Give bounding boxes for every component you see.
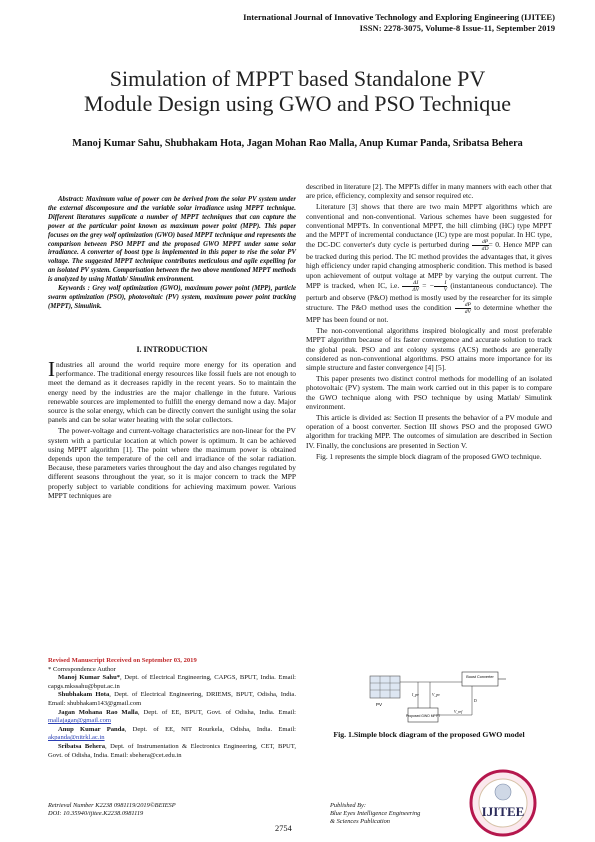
author4-name: Anup Kumar Panda [58, 725, 125, 733]
right-column-body [306, 182, 552, 463]
right-paragraph-2: The non-conventional algorithms inspired biologically and most preferable MPPT algorithm because of its faster convergence and accurate solution to track the global peak. PSO and ant colony systems (ACS) methods are generally considered as non-conventional algorithms. PSO attains more importance for its simple structure and faster convergence [4] [5]. [306, 326, 552, 373]
publisher-line2: & Sciences Publication [330, 818, 390, 826]
pv-panel-icon [370, 676, 400, 698]
d-label: D [474, 699, 477, 703]
author-list: Manoj Kumar Sahu, Shubhakam Hota, Jagan Mohan Rao Malla, Anup Kumar Panda, Sribatsa Behera [72, 138, 523, 149]
title-line-1: Simulation of MPPT based Standalone PV [109, 66, 486, 91]
abstract [48, 196, 296, 312]
author4-email-link[interactable]: akpanda@nitrkl.ac.in [48, 734, 105, 742]
eq-i-v: $\frac{I}{V}$ [434, 280, 447, 293]
journal-header [243, 12, 555, 34]
block-diagram-figure [368, 670, 508, 728]
page-number: 2754 [275, 824, 292, 833]
author1-name: Manoj Kumar Sahu* [58, 674, 121, 682]
right-paragraph-1: Literature [3] shows that there are two main MPPT algorithms which are conventional and non-conventional. Various schemes have been suggested for conventional MPPTs. In conventional MPPT, the hill climbing (HC) type MPPT and the MPPT of incremental conductance (IC) type are most popular. In HC type, the DC-DC converter's duty cycle is perturbed during $\frac{dP}{dD}$ = 0. Hence MPP can be tracked during this period. The IC method provides the advantages that, it gives high efficiency under rapid changing atmospheric condition. This method is based upon achievement of output voltage at MPP by varying the output current. The MPP is tracked, when IC, i.e. $\frac{\Delta I}{\Delta V}$ = − $\frac{I}{V}$ (instantaneous conductance). The perturb and observe (P&O) method is mostly used by the researcher for its simple structure. The P&O method uses the condition $\frac{dP}{dV}$ to determine whether the MPP has been found or not. [306, 202, 552, 325]
retrieval-number: Retrieval Number K2238 0981119/2019©BEIESP [48, 802, 176, 809]
vpv-label: V_pv [432, 693, 440, 697]
section-heading-introduction: I. INTRODUCTION [136, 345, 208, 354]
dropcap: I [48, 357, 55, 381]
globe-icon [495, 784, 511, 800]
title-line-2: Module Design using GWO and PSO Technique [83, 91, 511, 116]
pv-label: PV [376, 702, 383, 707]
author5-name: Sribatsa Behera [58, 742, 106, 750]
author5-affil: , Dept. of Instrumentation & Electronics Engineering, CET, BPUT, Govt. of Odisha, India. Email: sbehera@cet.edu.in [48, 742, 296, 759]
right-p1c-text: (instantaneous conductance). The perturb and observe (P&O) method is mostly used by the researcher for its simple structure. The P&O method uses the condition [306, 281, 552, 313]
published-by: Published By: [330, 802, 367, 809]
publisher-info [330, 802, 420, 827]
author3-email-link[interactable]: mallajagan@gmail.com [48, 717, 112, 725]
eq-equals-zero: = 0 [488, 240, 499, 250]
keywords-text: Grey wolf optimization (GWO), maximum power point (MPP), particle swarm optimization (PSO), photovoltaic (PV) system, maximum power point tracking (MPPT), Simulink. [48, 285, 296, 310]
figure-caption: Fig. 1.Simple block diagram of the proposed GWO model [333, 730, 525, 739]
footnotes [48, 657, 296, 760]
abstract-label: Abstract: [58, 196, 84, 203]
author2-name: Shubhakam Hota [58, 691, 110, 699]
mppt-label: Proposed GWO MPPT [405, 714, 441, 718]
boost-label: Boost Converter [466, 675, 494, 679]
publisher-line1: Blue Eyes Intelligence Engineering [330, 810, 421, 818]
right-p1d-text: to determine whether the MPP has been found or not. [306, 303, 552, 325]
intro-paragraph-1: ndustries all around the world require more energy for its operation and performance. The traditional energy resources like fossil fuels are not enough to meet the demand as it decreases rapidly in the recent years. So to maintain the energy need by the industries are the major challenge in the future. Various renewable sources are implemented to fulfill the energy demand now a day. Major source is the solar energy, which can be directly convert the sunlight using the solar panels and can be solar water heating with the solar collectors. [48, 360, 296, 425]
introduction-body [48, 357, 296, 502]
journal-name: International Journal of Innovative Technology and Exploring Engineering (IJITEE) [243, 12, 555, 22]
intro-paragraph-2: The power-voltage and current-voltage characteristics are non-linear for the PV system with a particular location at which power is optimum. It can be achieved using MPPT algorithm [1]. The point where the maximum power is obtained depends upon the temperature of the cell and irradiance of the solar radiation. Because, these parameters varies throughout the day and also changes regulated by different seasons throughout the year, so it is major concern to track the MPP properly subject to variable conditions for achieving maximum power. Various MPPT techniques are [48, 426, 296, 500]
revised-note: Revised Manuscript Received on September 03, 2019 [48, 657, 197, 664]
author2-affil: , Dept. of Electrical Engineering, DRIEMS, BPUT, Odisha, India. Email: shubhakam143@gmail.com [48, 691, 296, 707]
author1-affil: , Dept. of Electrical Engineering, CAPGS, BPUT, India. Email: capgs.mkssahu@bput.ac.in [48, 674, 296, 690]
right-paragraph-4: This article is divided as: Section II presents the behavior of a PV module and operation of a boost converter. Section III shows PSO and the proposed GWO algorithm for tracking MPP. The outcomes of simulation are described in Section IV. Finally, the conclusions are presented in Section V. [306, 413, 552, 450]
journal-issn: ISSN: 2278-3075, Volume-8 Issue-11, September 2019 [359, 23, 555, 33]
abstract-text: Maximum value of power can be derived from the solar PV system under the external discomposure and the variable solar irradiance using MPPT technique. Different literatures supplicate a number of MPPT techniques that can capture the power at the particular point known as maximum power point (MPP). This paper focuses on the grey wolf optimization (GWO) based MPPT technique and represents the comparison between PSO MPPT and the proposed GWO MPPT under same solar irradiance. A converter of boost type is implemented in this paper to rise the solar PV voltage. The suggested MPPT technique contributes meticulous and agile expelling for an isolated PV system. Comparisation between the two above mentioned MPPT methods is analyzed by using Matlab/ Simulink environment. [48, 196, 296, 284]
eq-dp-dv: $\frac{dP}{dV}$ [455, 302, 471, 315]
right-paragraph-3: This paper presents two distinct control methods for modelling of an isolated photovoltaic (PV) system. The main work carried out in this paper is to compare the GWO technique along with PSO technique by using Matlab/ Simulink environment. [306, 374, 552, 411]
correspondence-note: * Correspondence Author [48, 665, 116, 673]
author3-name: Jagan Mohana Rao Malla [58, 708, 138, 716]
keywords-label: Keywords : [58, 285, 90, 293]
eq-di-dv: $\frac{\Delta I}{\Delta V}$ [402, 280, 419, 293]
paper-title [40, 66, 555, 116]
right-p1-text: Literature [3] shows that there are two main MPPT algorithms which are conventional and non-conventional. Various schemes have been suggested for conventional MPPTs. In conventional MPPT, the hill climbing (HC) type MPPT and the MPPT of incremental conductance (IC) type are most popular. In HC type, the DC-DC converter's duty cycle is perturbed during [306, 202, 552, 250]
right-paragraph-0: described in literature [2]. The MPPTs differ in many manners with each other that are price, efficiency, complexity and sensor required etc. [306, 182, 552, 201]
doi: DOI: 10.35940/ijitee.K2238.0981119 [48, 810, 144, 818]
author3-affil: , Dept. of EE, BPUT, Govt. of Odisha, India. Email: [137, 708, 296, 716]
right-paragraph-5: Fig. 1 represents the simple block diagram of the proposed GWO technique. [316, 451, 542, 461]
right-p1b-text: . Hence MPP can be tracked during this period. The IC method provides the advantages that, it gives high efficiency under rapid changing atmospheric condition. This method is based upon achievement of output voltage at MPP by varying the output current. The MPP is tracked, when IC, i.e. [306, 240, 552, 291]
logo-text: IJITEE [481, 804, 525, 819]
retrieval-info [48, 802, 176, 818]
vref-label: V_ref [454, 710, 463, 714]
author4-affil: , Dept. of EE, NIT Rourkela, Odisha, India. Email: [124, 725, 296, 733]
ipv-label: I_pv [412, 693, 419, 697]
ijitee-logo [463, 768, 543, 838]
eq-dp-dd: $\frac{dP}{dD}$ [472, 239, 489, 252]
